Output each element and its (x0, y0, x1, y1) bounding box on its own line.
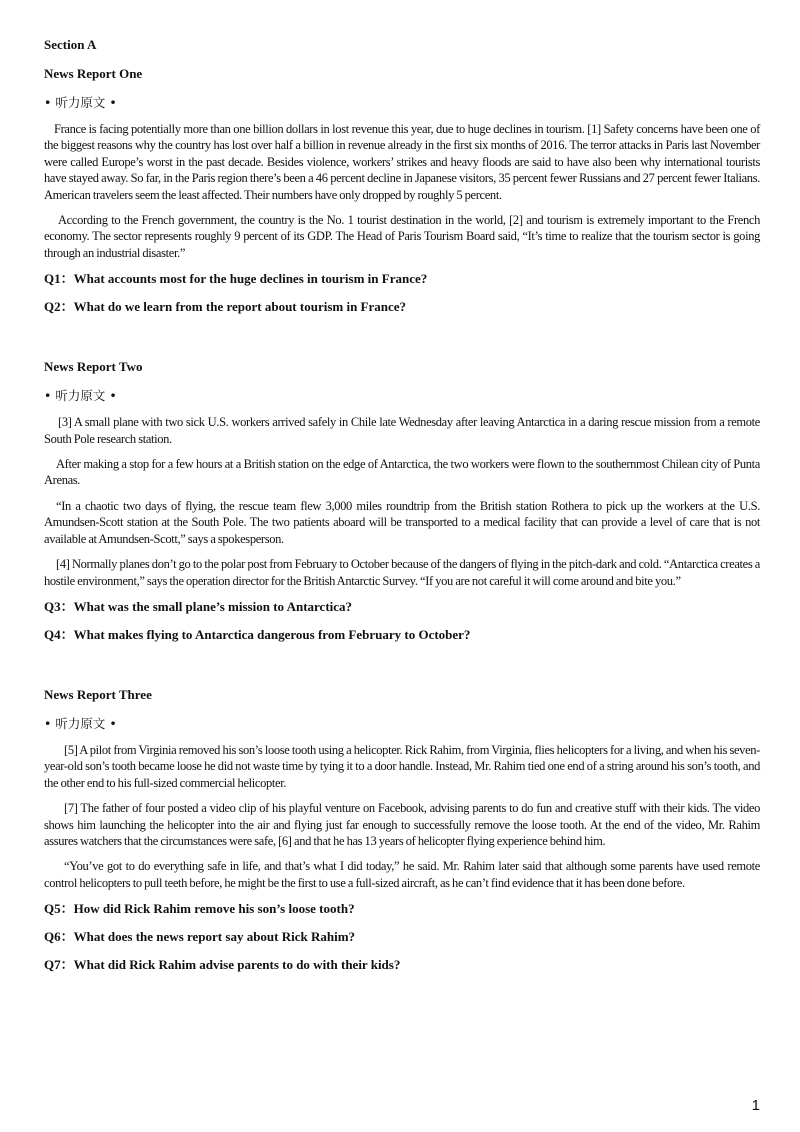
report-two-paragraph-2: After making a stop for a few hours at a British station on the edge of Antarctica, the two workers were flown to the southernmost Chilean city of Punta Arenas. (44, 457, 760, 488)
question-3: Q3：What was the small plane’s mission to Antarctica? (44, 598, 353, 614)
question-6: Q6：What does the news report say about Rick Rahim? (44, 929, 356, 945)
report-three-title: News Report Three (44, 686, 152, 702)
report-two-paragraph-1: [3] A small plane with two sick U.S. workers arrived safely in Chile late Wednesday after leaving Antarctica in a daring rescue mission from a remote South Pole research station. (44, 415, 760, 446)
question-5: Q5：How did Rick Rahim remove his son’s loose tooth? (44, 901, 355, 917)
question-1: Q1：What accounts most for the huge declines in tourism in France? (44, 271, 428, 287)
question-4: Q4：What makes flying to Antarctica dangerous from February to October? (44, 626, 471, 642)
report-two-paragraph-3: “In a chaotic two days of flying, the rescue team flew 3,000 miles roundtrip from the British station Rothera to pick up the workers at the U.S. Amundsen-Scott station at the South Pole. The two patients aboard will be transported to a medical facility that can provide a level of care that is not available at Amundsen-Scott,” says a spokesperson. (44, 498, 760, 546)
report-two-paragraph-4: [4] Normally planes don’t go to the polar post from February to October because of the dangers of flying in the pitch-dark and cold. “Antarctica creates a hostile environment,” says the operation director for the British Antarctic Survey. “If you are not careful it will come around and bite you.” (44, 557, 760, 588)
report-one-title: News Report One (44, 66, 143, 81)
report-three-paragraph-3: “You’ve got to do everything safe in life, and that’s what I did today,” he said. Mr. Rahim later said that although some parents have used remote control helicopters to pull teeth before, he might be the first to use a full-sized aircraft, as he can’t find evidence that it has been done before. (44, 859, 760, 890)
section-title: Section A (44, 37, 97, 52)
report-one-paragraph-2: According to the French government, the country is the No. 1 tourist destination in the world, [2] and tourism is extremely important to the French economy. The sector represents roughly 9 percent of its GDP. The Head of Paris Tourism Board said, “It’s time to realize that the tourism sector is going through an industrial disaster.” (44, 213, 760, 260)
report-one-marker: • 听力原文 • (44, 95, 117, 110)
report-two-title: News Report Two (44, 359, 143, 375)
question-7: Q7：What did Rick Rahim advise parents to do with their kids? (44, 957, 401, 973)
report-three-paragraph-2: [7] The father of four posted a video clip of his playful venture on Facebook, advising parents to do fun and creative stuff with their kids. The video shows him launching the helicopter into the air and flying just far enough to successfully remove the loose tooth. At the end of the video, Mr. Rahim assures watchers that the circumstances were safe, [6] and that he has 13 years of helicopter flying experience behind him. (44, 801, 760, 848)
question-2: Q2：What do we learn from the report about tourism in France? (44, 299, 407, 315)
report-one-paragraph-1: France is facing potentially more than one billion dollars in lost revenue this year, due to huge declines in tourism. [1] Safety concerns have been one of the biggest reasons why the country has lost over half a billion in revenue already in the first six months of 2016. The terror attacks in Paris last November were called Europe’s worst in the past decade. Besides violence, workers’ strikes and heavy floods are said to have also been why international tourists have stayed away. So far, in the Paris region there’s been a 46 percent decline in Japanese visitors, 35 percent fewer Russians and 27 percent fewer Italians. American travelers seem the least affected. Their numbers have only dropped by roughly 5 percent. (44, 122, 760, 202)
document-page (44, 36, 760, 984)
page-number: 1 (751, 1097, 760, 1114)
report-two-marker: • 听力原文 • (44, 388, 117, 404)
report-three-marker: • 听力原文 • (44, 715, 117, 731)
report-three-paragraph-1: [5] A pilot from Virginia removed his son’s loose tooth using a helicopter. Rick Rahim, from Virginia, flies helicopters for a living, and when his seven-year-old son’s tooth became loose he did not waste time by tying it to a door handle. Instead, Mr. Rahim tied one end of a string around his son’s tooth, and the other end to his full-sized commercial helicopter. (44, 742, 760, 790)
